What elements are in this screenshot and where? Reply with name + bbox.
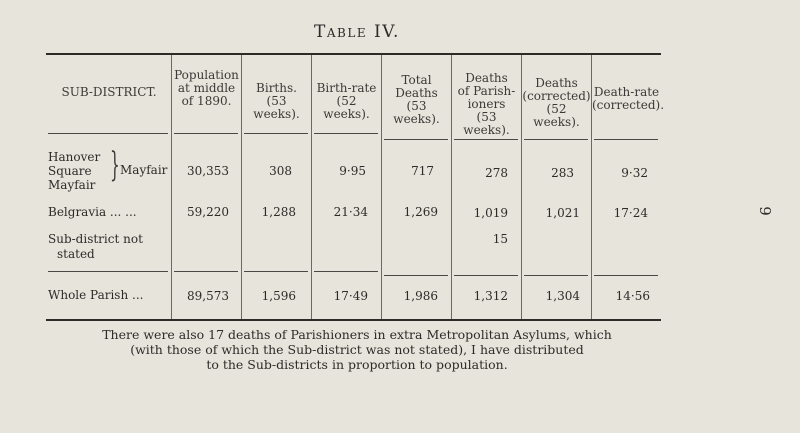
header-line: (corrected). — [592, 98, 665, 112]
header-line: SUB-DISTRICT. — [61, 85, 157, 99]
total-rule — [384, 275, 448, 276]
row-label-hanover-square-mayfair — [48, 150, 108, 192]
footnote-line: to the Sub-districts in proportion to population. — [206, 357, 508, 372]
row-label-whole-parish: Whole Parish ... — [48, 288, 144, 302]
header-underline — [314, 133, 378, 134]
cell-birth-rate: 9·95 — [339, 164, 366, 178]
header-underline — [454, 139, 518, 140]
header-line: (52 weeks). — [533, 102, 580, 129]
header-total-deaths — [382, 74, 451, 126]
header-line: at middle — [177, 81, 236, 95]
header-line: Deaths — [395, 86, 438, 100]
header-underline — [174, 133, 238, 134]
total-rule — [524, 275, 588, 276]
table-bottom-rule — [46, 319, 661, 321]
cell-birth-rate: 17·49 — [333, 289, 368, 303]
cell-birth-rate: 21·34 — [333, 205, 368, 219]
table-title: Table IV. — [314, 22, 400, 42]
header-sub-district — [48, 86, 170, 99]
header-underline — [594, 139, 658, 140]
header-line: (53 weeks). — [253, 94, 300, 121]
header-line: of 1890. — [181, 94, 232, 108]
cell-population: 59,220 — [187, 205, 229, 219]
header-death-rate — [592, 85, 665, 112]
header-line: ioners — [467, 97, 506, 111]
header-line: Total — [401, 73, 432, 87]
total-rule — [174, 271, 238, 272]
header-population — [172, 69, 241, 108]
cell-population: 30,353 — [187, 164, 229, 178]
cell-population: 89,573 — [187, 289, 229, 303]
header-line: (corrected) — [522, 89, 591, 103]
total-rule — [454, 275, 518, 276]
header-line: Births. — [256, 81, 297, 95]
cell-births: 1,596 — [261, 289, 296, 303]
header-line: (53 weeks). — [393, 99, 440, 126]
header-underline — [524, 139, 588, 140]
cell-deaths-corrected: 1,021 — [545, 206, 580, 220]
cell-deaths-parishioners: 278 — [485, 166, 508, 180]
header-births — [242, 82, 311, 121]
cell-total-deaths: 717 — [411, 164, 434, 178]
brace-icon: } — [109, 145, 120, 185]
cell-deaths-parishioners: 1,019 — [473, 206, 508, 220]
header-line: Deaths — [465, 71, 508, 85]
cell-death-rate: 14·56 — [615, 289, 650, 303]
row-label-not-stated — [48, 232, 170, 262]
header-deaths-corrected — [522, 77, 591, 129]
header-underline — [48, 133, 168, 134]
cell-total-deaths: 1,986 — [403, 289, 438, 303]
total-rule — [244, 271, 308, 272]
row-label-belgravia: Belgravia ... ... — [48, 205, 137, 219]
row-label-line: stated — [57, 247, 95, 261]
header-birth-rate — [312, 82, 381, 121]
cell-death-rate: 17·24 — [613, 206, 648, 220]
cell-deaths-corrected: 283 — [551, 166, 574, 180]
header-line: Birth-rate — [316, 81, 377, 95]
total-rule — [48, 271, 168, 272]
header-line: Deaths — [535, 76, 578, 90]
page-number: 9 — [755, 206, 774, 216]
header-line: (53 weeks). — [463, 110, 510, 137]
row-label-line: Mayfair — [48, 178, 96, 192]
cell-deaths-parishioners: 15 — [492, 232, 508, 246]
footnote — [0, 327, 714, 372]
row-label-line: Square — [48, 164, 92, 178]
cell-death-rate: 9·32 — [621, 166, 648, 180]
header-line: Death-rate — [593, 85, 660, 99]
row-label-line: Sub-district not — [48, 232, 143, 246]
table-top-rule — [46, 53, 661, 55]
total-rule — [594, 275, 658, 276]
header-deaths-parishioners — [452, 72, 521, 137]
cell-births: 308 — [269, 164, 292, 178]
header-underline — [244, 133, 308, 134]
cell-deaths-parishioners: 1,312 — [473, 289, 508, 303]
cell-deaths-corrected: 1,304 — [545, 289, 580, 303]
header-line: (52 weeks). — [323, 94, 370, 121]
header-line: Population — [174, 68, 239, 82]
cell-total-deaths: 1,269 — [403, 205, 438, 219]
footnote-line: There were also 17 deaths of Parishioners in extra Metropolitan Asylums, which — [102, 327, 612, 342]
row-label-line: Hanover — [48, 150, 101, 164]
header-line: of Parish- — [457, 84, 516, 98]
row-group-label: Mayfair — [120, 163, 168, 177]
total-rule — [314, 271, 378, 272]
footnote-line: (with those of which the Sub-district was not stated), I have distributed — [130, 342, 584, 357]
cell-births: 1,288 — [261, 205, 296, 219]
header-underline — [384, 139, 448, 140]
